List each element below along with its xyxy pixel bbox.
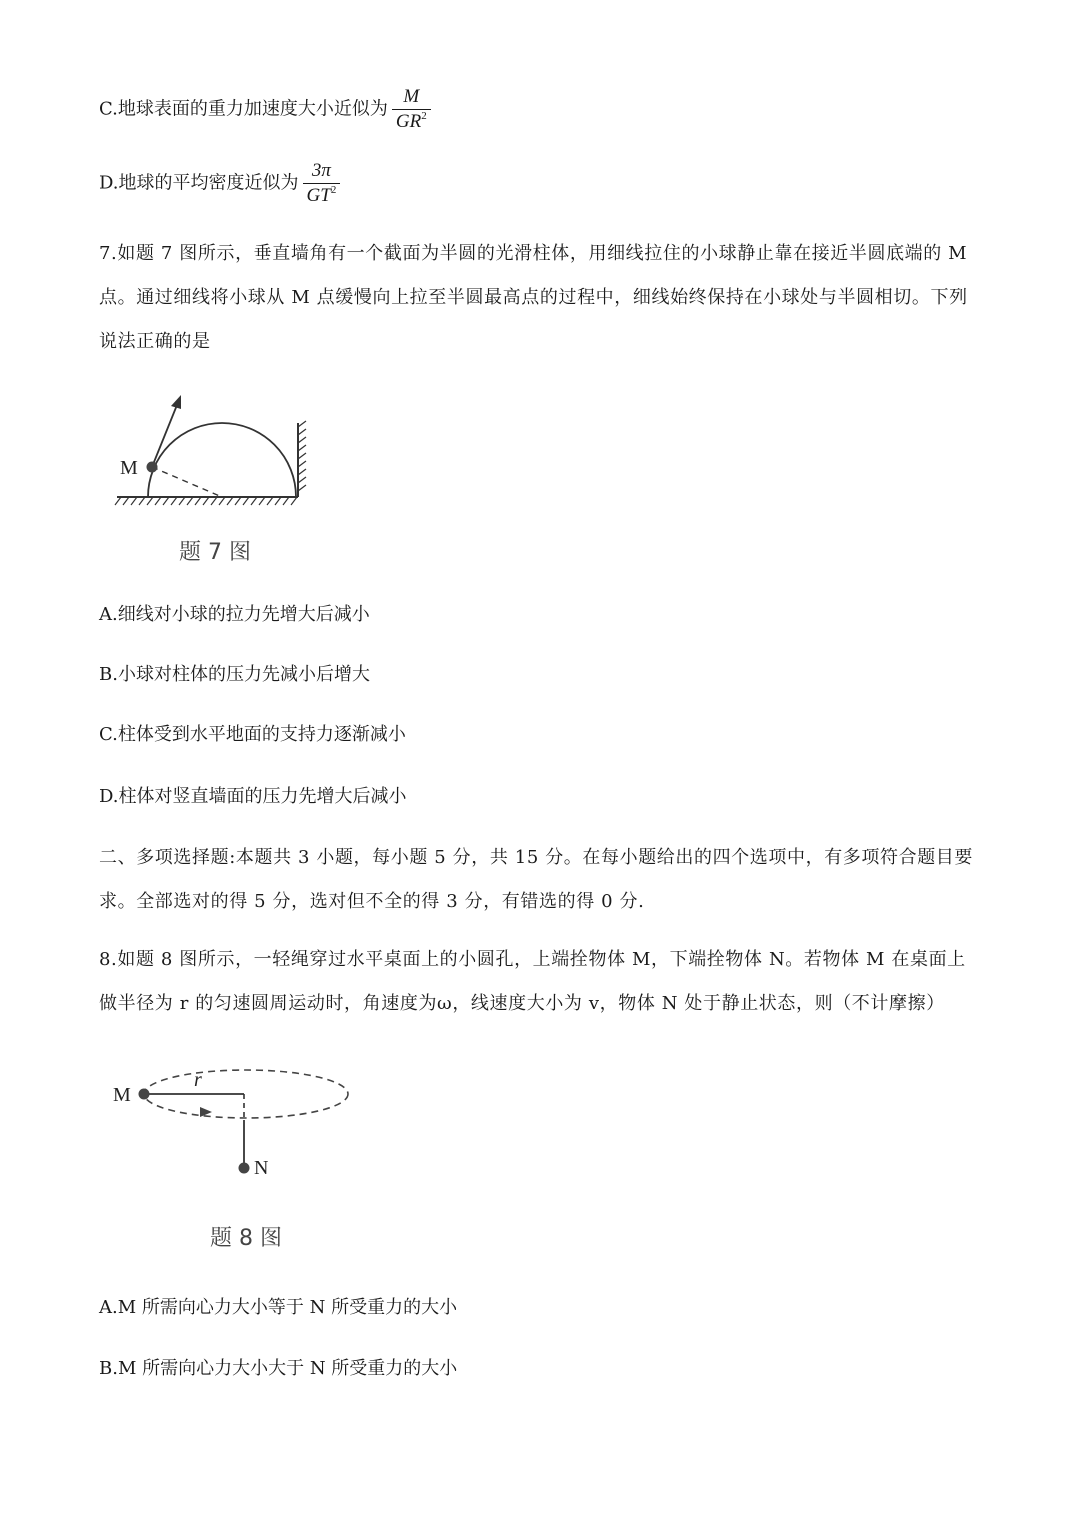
figure-7 [95, 385, 335, 575]
q6-option-d-text: D.地球的平均密度近似为 [99, 172, 299, 194]
figure-7-label-m: M [120, 457, 138, 479]
section-2-instructions: 二、多项选择题:本题共 3 小题，每小题 5 分，共 15 分。在每小题给出的四个选项中，有多项符合题目要求。全部选对的得 5 分，选对但不全的得 3 分，有错选的得 0 分. [99, 847, 973, 912]
figure-7-ground-hatch [115, 497, 297, 505]
figure-8-mass-m [139, 1089, 150, 1100]
q6-option-d [99, 160, 340, 207]
figure-8-label-n: N [254, 1157, 269, 1179]
q6-option-c-den-exponent: 2 [421, 110, 427, 122]
figure-8-label-m: M [113, 1084, 131, 1106]
q7-option-d: D.柱体对竖直墙面的压力先增大后减小 [99, 786, 407, 807]
figure-7-caption: 题 7 图 [179, 540, 251, 565]
q6-option-c-denominator [392, 110, 431, 133]
figure-8-caption: 题 8 图 [210, 1226, 282, 1251]
figure-8 [100, 1062, 400, 1262]
figure-7-radius-dashed [152, 467, 222, 497]
q6-option-c-den-base: GR [395, 111, 422, 132]
q6-option-d-denominator [303, 184, 341, 207]
q7-option-a: A.细线对小球的拉力先增大后减小 [99, 604, 370, 625]
q8-option-a: A.M 所需向心力大小等于 N 所受重力的大小 [99, 1297, 458, 1318]
q6-option-d-den-base: GT [306, 185, 331, 206]
figure-7-wall-hatch [298, 421, 306, 491]
q7-stem: 7.如题 7 图所示，垂直墙角有一个截面为半圆的光滑柱体，用细线拉住的小球静止靠在接近半圆底端的 M 点。通过细线将小球从 M 点缓慢向上拉至半圆最高点的过程中，细线始终保持在小球处与半圆相切。下列说法正确的是 [99, 243, 968, 352]
q6-option-c-text: C.地球表面的重力加速度大小近似为 [99, 98, 388, 120]
figure-7-ball [147, 462, 158, 473]
q6-option-d-numerator: 3π [303, 160, 341, 184]
q6-option-c-numerator: M [392, 86, 431, 110]
q6-option-c [99, 86, 431, 133]
figure-7-rope [152, 405, 177, 467]
q6-option-c-formula [392, 86, 431, 133]
figure-8-mass-n [239, 1163, 250, 1174]
figure-8-label-r: r [194, 1069, 202, 1091]
q8-option-b: B.M 所需向心力大小大于 N 所受重力的大小 [99, 1358, 458, 1379]
q8-stem: 8.如题 8 图所示，一轻绳穿过水平桌面上的小圆孔，上端拴物体 M，下端拴物体 N。若物体 M 在桌面上做半径为 r 的匀速圆周运动时，角速度为ω，线速度大小为 v，物体 N 处于静止状态，则（不计摩擦） [99, 949, 966, 1014]
q6-option-d-den-exponent: 2 [330, 184, 337, 196]
figure-7-half-cylinder [148, 423, 296, 497]
q7-option-b: B.小球对柱体的压力先减小后增大 [99, 664, 370, 685]
figure-7-rope-arrow-icon [171, 395, 181, 409]
q6-option-d-formula [303, 160, 341, 207]
q7-option-c: C.柱体受到水平地面的支持力逐渐减小 [99, 724, 406, 745]
